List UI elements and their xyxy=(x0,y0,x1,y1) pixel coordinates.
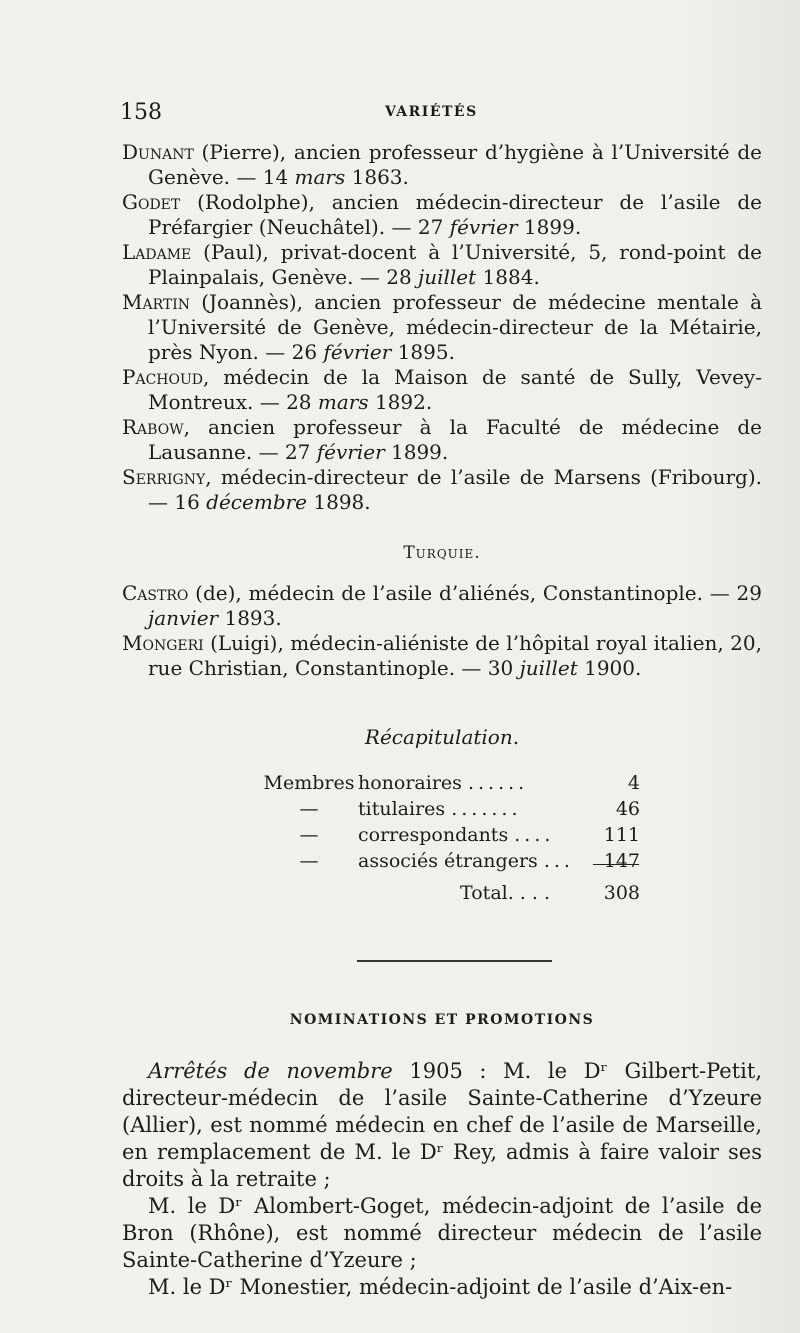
member-date-month: février xyxy=(316,440,385,464)
member-date-year: 1898. xyxy=(307,490,371,514)
recap-count: 4 xyxy=(627,772,640,794)
paragraph-text: 1905 : M. le Dʳ Gilbert-Petit, directeur-médecin de l’asile Sainte-Catherine d’Yzeure (Allier), est nommé médecin en chef de l’asile de Marseille, en remplacement de M. le Dʳ Rey, admis à faire valoir ses droits à la retraite ; xyxy=(122,1059,762,1191)
member-text: , médecin-directeur de l’asile de Marsens (Fribourg). — 16 xyxy=(148,465,762,514)
section-title-turkey: Turquie. xyxy=(403,543,481,563)
list-item xyxy=(122,631,762,681)
member-text: (Luigi), médecin-aliéniste de l’hôpital royal italien, 20, rue Christian, Constantinople. — 30 xyxy=(148,631,762,680)
list-item xyxy=(122,465,762,515)
recap-count: 111 xyxy=(603,824,640,846)
section-title-nominations: NOMINATIONS ET PROMOTIONS xyxy=(289,1012,595,1028)
total-rule xyxy=(593,864,639,865)
member-name: Dunant xyxy=(122,140,194,164)
running-head: VARIÉTÉS xyxy=(385,104,478,120)
member-name: Rabow xyxy=(122,415,184,439)
member-name: Mongeri xyxy=(122,631,204,655)
member-text: (Paul), privat-docent à l’Université, 5, rond-point de Plainpalais, Genève. — 28 xyxy=(148,240,762,289)
recap-col1: — xyxy=(299,798,319,820)
member-text: , ancien professeur à la Faculté de médecine de Lausanne. — 27 xyxy=(148,415,762,464)
recap-dots: ... xyxy=(543,850,574,872)
paragraph xyxy=(122,1058,762,1193)
member-date-year: 1900. xyxy=(577,656,642,680)
member-date-year: 1899. xyxy=(384,440,449,464)
member-name: Castro xyxy=(122,581,189,605)
member-date-year: 1863. xyxy=(345,165,409,189)
member-text: , médecin de la Maison de santé de Sully, Vevey-Montreux. — 28 xyxy=(148,365,762,414)
total-label: Total. . . . xyxy=(460,882,550,904)
member-date-month: juillet xyxy=(519,656,578,680)
table-row xyxy=(260,798,640,824)
recap-dots: ...... xyxy=(467,772,529,794)
member-text: (Pierre), ancien professeur d’hygiène à l’Université de Genève. — 14 xyxy=(148,140,762,189)
list-item xyxy=(122,240,762,290)
recap-col2 xyxy=(358,772,590,794)
page-number: 158 xyxy=(120,100,162,125)
paragraph: M. le Dʳ Monestier, médecin-adjoint de l’asile d’Aix-en- xyxy=(148,1275,733,1299)
total-value: 308 xyxy=(603,882,640,904)
member-name: Pachoud xyxy=(122,365,203,389)
total-row xyxy=(260,882,640,908)
member-date-year: 1893. xyxy=(218,606,282,630)
recap-table xyxy=(260,772,640,908)
member-date-month: février xyxy=(449,215,518,239)
recap-col1: — xyxy=(299,850,319,872)
member-name: Martin xyxy=(122,290,191,314)
list-item xyxy=(122,190,762,240)
member-date-month: février xyxy=(323,340,392,364)
recap-count: 46 xyxy=(615,798,640,820)
recap-category: correspondants xyxy=(358,824,509,846)
member-date-month: mars xyxy=(294,165,346,189)
member-date-year: 1892. xyxy=(368,390,433,414)
paragraph-lead: Arrêtés de novembre xyxy=(148,1059,393,1083)
recap-col1: — xyxy=(299,824,319,846)
recap-dots: ....... xyxy=(451,798,522,820)
member-text: (Rodolphe), ancien médecin-directeur de l’asile de Préfargier (Neuchâtel). — 27 xyxy=(148,190,762,239)
member-date-year: 1899. xyxy=(517,215,582,239)
turkey-entries xyxy=(122,581,762,681)
recap-col2 xyxy=(358,824,590,846)
list-item xyxy=(122,365,762,415)
list-item xyxy=(122,581,762,631)
table-row xyxy=(260,772,640,798)
member-date-year: 1895. xyxy=(391,340,455,364)
table-row xyxy=(260,850,640,876)
paragraph: M. le Dʳ Alombert-Goget, médecin-adjoint de l’asile de Bron (Rhône), est nommé directeur médecin de l’asile Sainte-Catherine d’Yzeure ; xyxy=(122,1194,762,1272)
member-name: Godet xyxy=(122,190,181,214)
recap-title: Récapitulation. xyxy=(364,725,520,749)
list-item xyxy=(122,415,762,465)
recap-col1: Membres xyxy=(263,772,355,794)
swiss-entries xyxy=(122,140,762,515)
member-text: (de), médecin de l’asile d’aliénés, Constantinople. — 29 xyxy=(188,581,762,605)
member-date-year: 1884. xyxy=(476,265,540,289)
member-name: Serrigny xyxy=(122,465,206,489)
section-divider xyxy=(357,960,552,962)
member-date-month: décembre xyxy=(206,490,308,514)
list-item xyxy=(122,290,762,365)
recap-category: honoraires xyxy=(358,772,462,794)
recap-count: 147 xyxy=(603,850,640,872)
member-date-month: juillet xyxy=(418,265,477,289)
page-header xyxy=(120,100,760,130)
recap-category: associés étrangers xyxy=(358,850,538,872)
member-list xyxy=(122,140,762,1299)
list-item xyxy=(122,140,762,190)
member-text: (Joannès), ancien professeur de médecine mentale à l’Université de Genève, médecin-directeur de la Métairie, près Nyon. — 26 xyxy=(148,290,762,364)
recap-col2 xyxy=(358,850,590,872)
member-date-month: janvier xyxy=(148,606,219,630)
nominations-text xyxy=(122,1058,762,1301)
member-date-month: mars xyxy=(317,390,369,414)
recap-dots: .... xyxy=(514,824,555,846)
member-name: Ladame xyxy=(122,240,192,264)
table-row xyxy=(260,824,640,850)
recap-col2 xyxy=(358,798,590,820)
recap-category: titulaires xyxy=(358,798,446,820)
